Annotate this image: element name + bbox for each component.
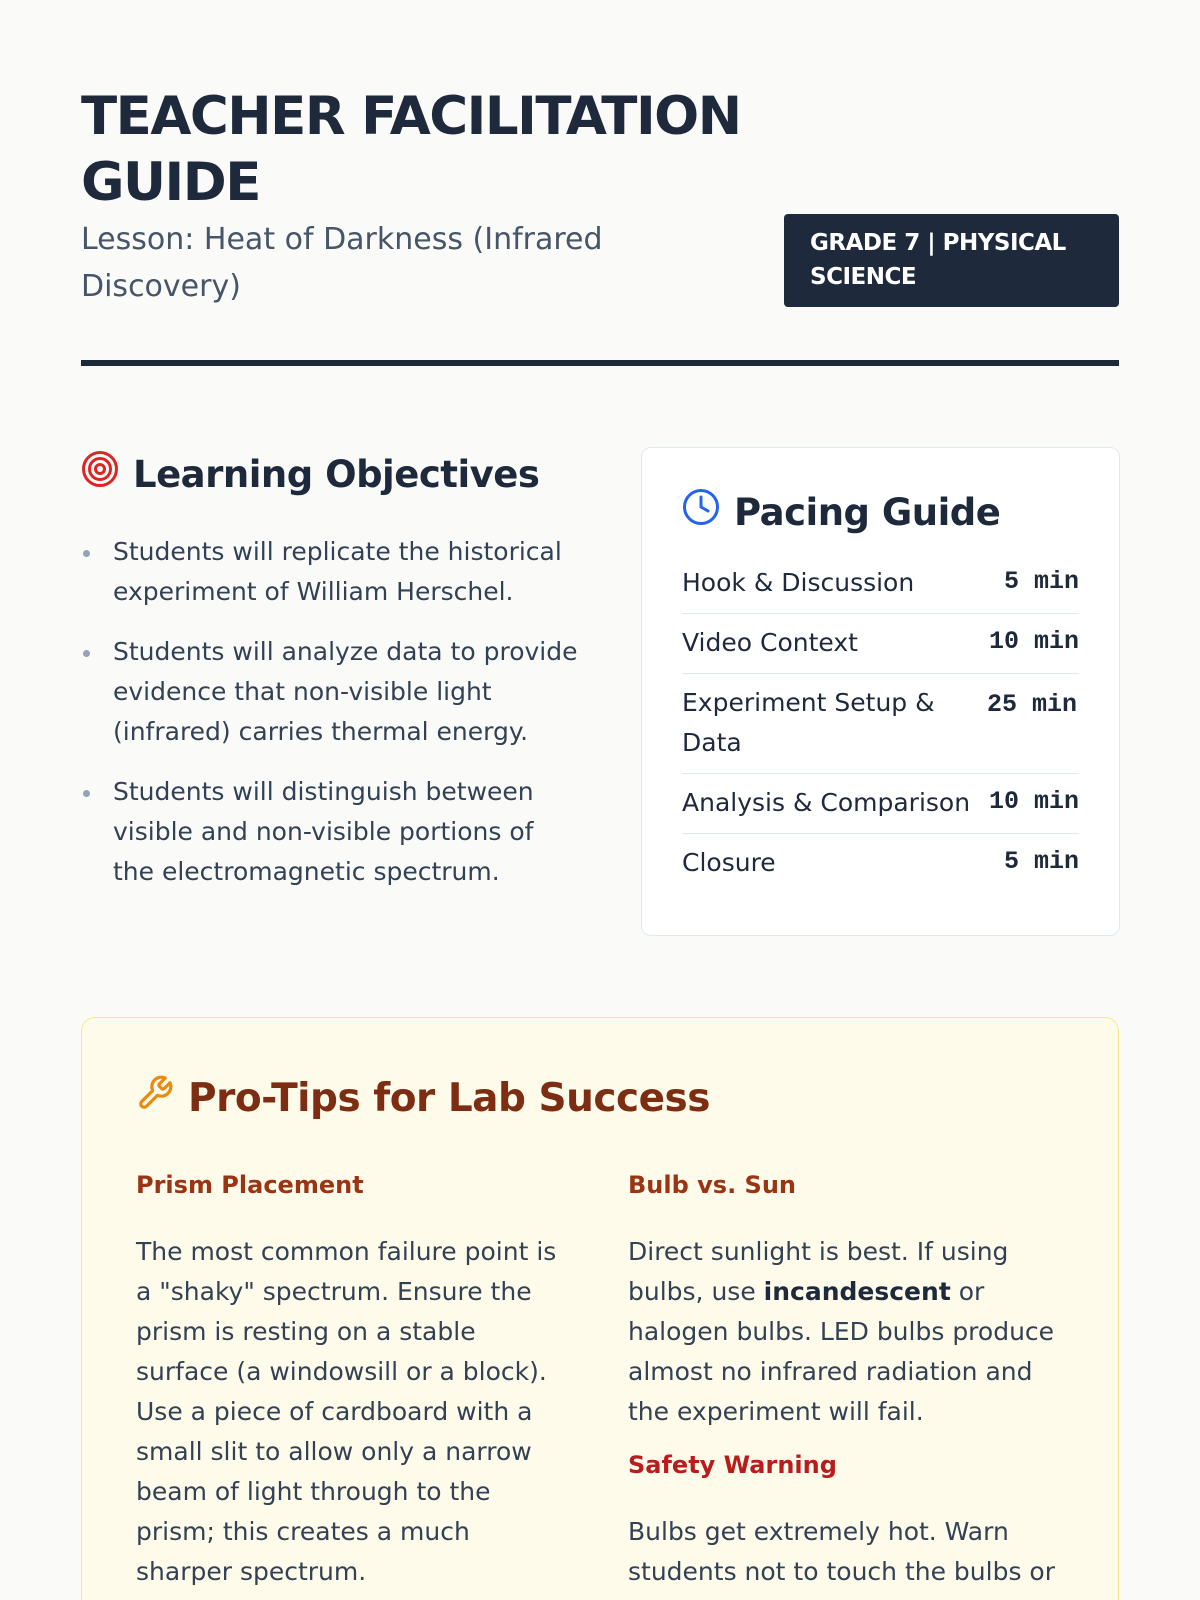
tip-title-bulb: Bulb vs. Sun	[628, 1171, 796, 1199]
header-divider	[81, 360, 1119, 366]
pacing-duration: 10 min	[988, 787, 1079, 816]
tip-body-prism: The most common failure point is a "shaky" spectrum. Ensure the prism is resting on a stable surface (a windowsill or a block). Use a piece of cardboard with a small slit to allow only a narrow beam of light through to the prism; this creates a much sharper spectrum.	[136, 1237, 557, 1586]
objective-item: Students will replicate the historical experiment of William Herschel.	[81, 532, 581, 612]
objectives-heading-label: Learning Objectives	[133, 453, 540, 496]
objectives-heading	[81, 450, 581, 500]
tips-heading-label: Pro-Tips for Lab Success	[188, 1076, 710, 1121]
tip-body-bulb	[628, 1232, 1064, 1432]
header	[81, 84, 1119, 304]
pacing-heading	[682, 488, 1079, 538]
grade-badge: GRADE 7 | PHYSICAL SCIENCE	[784, 214, 1119, 307]
target-icon	[81, 450, 119, 500]
pacing-heading-label: Pacing Guide	[734, 491, 1001, 534]
lesson-subtitle: Lesson: Heat of Darkness (Infrared Discovery)	[81, 222, 603, 304]
tips-column-left	[136, 1168, 572, 1592]
pacing-row	[682, 554, 1079, 614]
tip-body-bulb-text-rest: or halogen bulbs. LED bulbs produce almost no infrared radiation and the experiment will fail.	[628, 1277, 1055, 1426]
objectives-list	[81, 532, 581, 892]
pacing-table	[682, 554, 1079, 893]
pacing-activity: Hook & Discussion	[682, 568, 915, 597]
tips-columns	[136, 1168, 1064, 1592]
tip-body-bulb-text: Direct sunlight is best. If using bulbs, use	[628, 1237, 1009, 1306]
pacing-guide-card	[641, 447, 1120, 936]
pacing-activity: Video Context	[682, 628, 858, 657]
pacing-duration: 25 min	[987, 690, 1078, 719]
pacing-duration: 5 min	[1003, 847, 1079, 876]
tip-body-bulb-emphasis: incandescent	[763, 1277, 951, 1306]
objective-item: Students will distinguish between visible and non-visible portions of the electromagnetic spectrum.	[81, 772, 581, 892]
tips-heading	[136, 1074, 1064, 1124]
pro-tips-panel	[81, 1017, 1119, 1600]
pacing-activity: Experiment Setup & Data	[682, 688, 935, 757]
learning-objectives	[81, 450, 581, 912]
page-title: TEACHER FACILITATION GUIDE	[81, 86, 741, 213]
pacing-row	[682, 834, 1079, 893]
tip-title-prism: Prism Placement	[136, 1171, 364, 1199]
wrench-icon	[136, 1074, 174, 1124]
pacing-duration: 10 min	[988, 627, 1079, 656]
pacing-duration: 5 min	[1003, 567, 1079, 596]
pacing-activity: Analysis & Comparison	[682, 788, 971, 817]
tips-column-right	[628, 1168, 1064, 1592]
clock-icon	[682, 488, 720, 538]
pacing-row	[682, 614, 1079, 674]
tip-body-safety: Bulbs get extremely hot. Warn students not to touch the bulbs or	[628, 1517, 1056, 1586]
pacing-row	[682, 774, 1079, 834]
pacing-row	[682, 674, 1079, 774]
pacing-activity: Closure	[682, 848, 776, 877]
objective-item: Students will analyze data to provide evidence that non-visible light (infrared) carries thermal energy.	[81, 632, 581, 752]
tip-title-safety: Safety Warning	[628, 1451, 837, 1479]
